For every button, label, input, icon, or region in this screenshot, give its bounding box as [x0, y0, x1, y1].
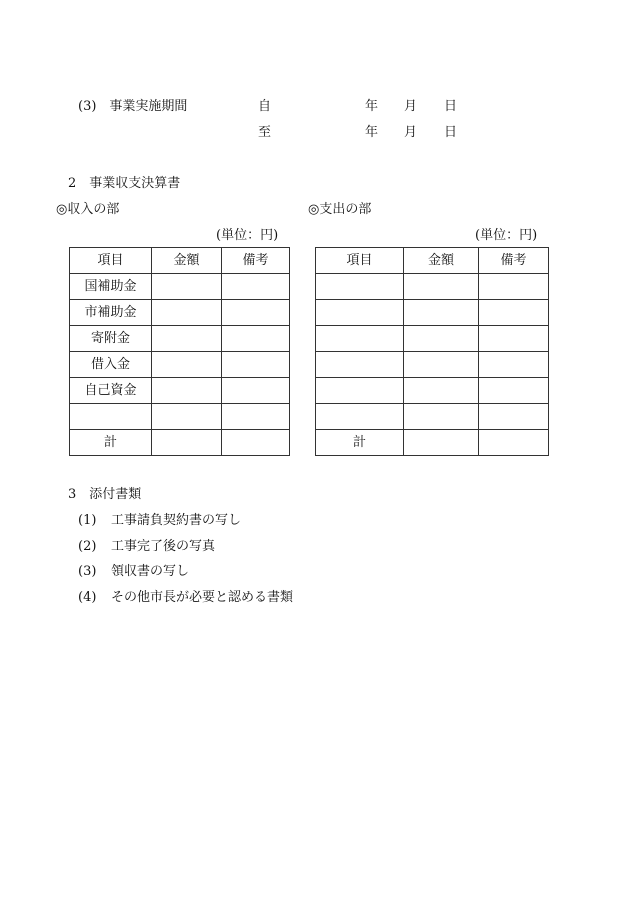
row-item: 自己資金 [70, 378, 152, 404]
amount-cell[interactable] [152, 378, 222, 404]
remarks-cell[interactable] [222, 300, 290, 326]
remarks-cell[interactable] [479, 378, 549, 404]
table-total-row [316, 430, 549, 456]
attachments-heading: 3 添付書類 [68, 487, 142, 502]
table-row [70, 352, 290, 378]
amount-cell[interactable] [404, 326, 479, 352]
table-total-row [70, 430, 290, 456]
row-item[interactable] [316, 300, 404, 326]
attachment-num: (2) [78, 539, 97, 554]
attachment-text: 領収書の写し [111, 564, 190, 579]
budget-heading: 2 事業収支決算書 [68, 176, 181, 191]
remarks-cell[interactable] [222, 404, 290, 430]
period-to-day: 日 [444, 125, 458, 140]
remarks-cell[interactable] [479, 326, 549, 352]
remarks-cell[interactable] [222, 326, 290, 352]
header-item: 項目 [316, 248, 404, 274]
table-row [316, 326, 549, 352]
attachment-num: (1) [78, 513, 97, 528]
amount-cell[interactable] [404, 378, 479, 404]
attachment-text: 工事完了後の写真 [111, 539, 216, 554]
remarks-cell[interactable] [222, 352, 290, 378]
table-header-row [316, 248, 549, 274]
row-item: 寄附金 [70, 326, 152, 352]
period-from-day: 日 [444, 99, 458, 114]
attachment-num: (4) [78, 590, 97, 605]
expense-table [315, 247, 549, 456]
row-item: 借入金 [70, 352, 152, 378]
period-to-month: 月 [404, 125, 418, 140]
row-item[interactable] [316, 274, 404, 300]
amount-cell[interactable] [404, 430, 479, 456]
remarks-cell[interactable] [479, 430, 549, 456]
period-from-year: 年 [365, 99, 379, 114]
amount-cell[interactable] [152, 352, 222, 378]
header-remarks: 備考 [222, 248, 290, 274]
row-item-total: 計 [70, 430, 152, 456]
income-table [69, 247, 290, 456]
amount-cell[interactable] [152, 326, 222, 352]
row-item[interactable] [70, 404, 152, 430]
remarks-cell[interactable] [479, 404, 549, 430]
remarks-cell[interactable] [222, 378, 290, 404]
remarks-cell[interactable] [479, 352, 549, 378]
period-to-label: 至 [258, 125, 272, 140]
row-item[interactable] [316, 352, 404, 378]
amount-cell[interactable] [404, 274, 479, 300]
table-row [316, 274, 549, 300]
header-amount: 金額 [152, 248, 222, 274]
remarks-cell[interactable] [222, 430, 290, 456]
expense-unit: (単位：円) [475, 228, 538, 243]
row-item: 国補助金 [70, 274, 152, 300]
remarks-cell[interactable] [222, 274, 290, 300]
table-row [316, 378, 549, 404]
table-row [70, 274, 290, 300]
amount-cell[interactable] [152, 300, 222, 326]
table-row [316, 352, 549, 378]
amount-cell[interactable] [152, 404, 222, 430]
table-header-row [70, 248, 290, 274]
row-item[interactable] [316, 404, 404, 430]
amount-cell[interactable] [404, 300, 479, 326]
table-row [70, 378, 290, 404]
row-item[interactable] [316, 326, 404, 352]
period-label: (3) 事業実施期間 [78, 99, 188, 114]
table-row [70, 326, 290, 352]
header-remarks: 備考 [479, 248, 549, 274]
amount-cell[interactable] [152, 274, 222, 300]
period-from-label: 自 [258, 99, 272, 114]
period-to-year: 年 [365, 125, 379, 140]
period-from-month: 月 [404, 99, 418, 114]
amount-cell[interactable] [404, 404, 479, 430]
table-row [316, 404, 549, 430]
attachment-num: (3) [78, 564, 97, 579]
remarks-cell[interactable] [479, 274, 549, 300]
row-item[interactable] [316, 378, 404, 404]
header-item: 項目 [70, 248, 152, 274]
row-item: 市補助金 [70, 300, 152, 326]
amount-cell[interactable] [404, 352, 479, 378]
remarks-cell[interactable] [479, 300, 549, 326]
amount-cell[interactable] [152, 430, 222, 456]
header-amount: 金額 [404, 248, 479, 274]
expense-title: ◎支出の部 [308, 202, 372, 217]
table-row [70, 404, 290, 430]
attachment-text: その他市長が必要と認める書類 [111, 590, 294, 605]
table-row [70, 300, 290, 326]
attachment-text: 工事請負契約書の写し [111, 513, 242, 528]
income-title: ◎収入の部 [56, 202, 120, 217]
income-unit: (単位：円) [216, 228, 279, 243]
table-row [316, 300, 549, 326]
row-item-total: 計 [316, 430, 404, 456]
